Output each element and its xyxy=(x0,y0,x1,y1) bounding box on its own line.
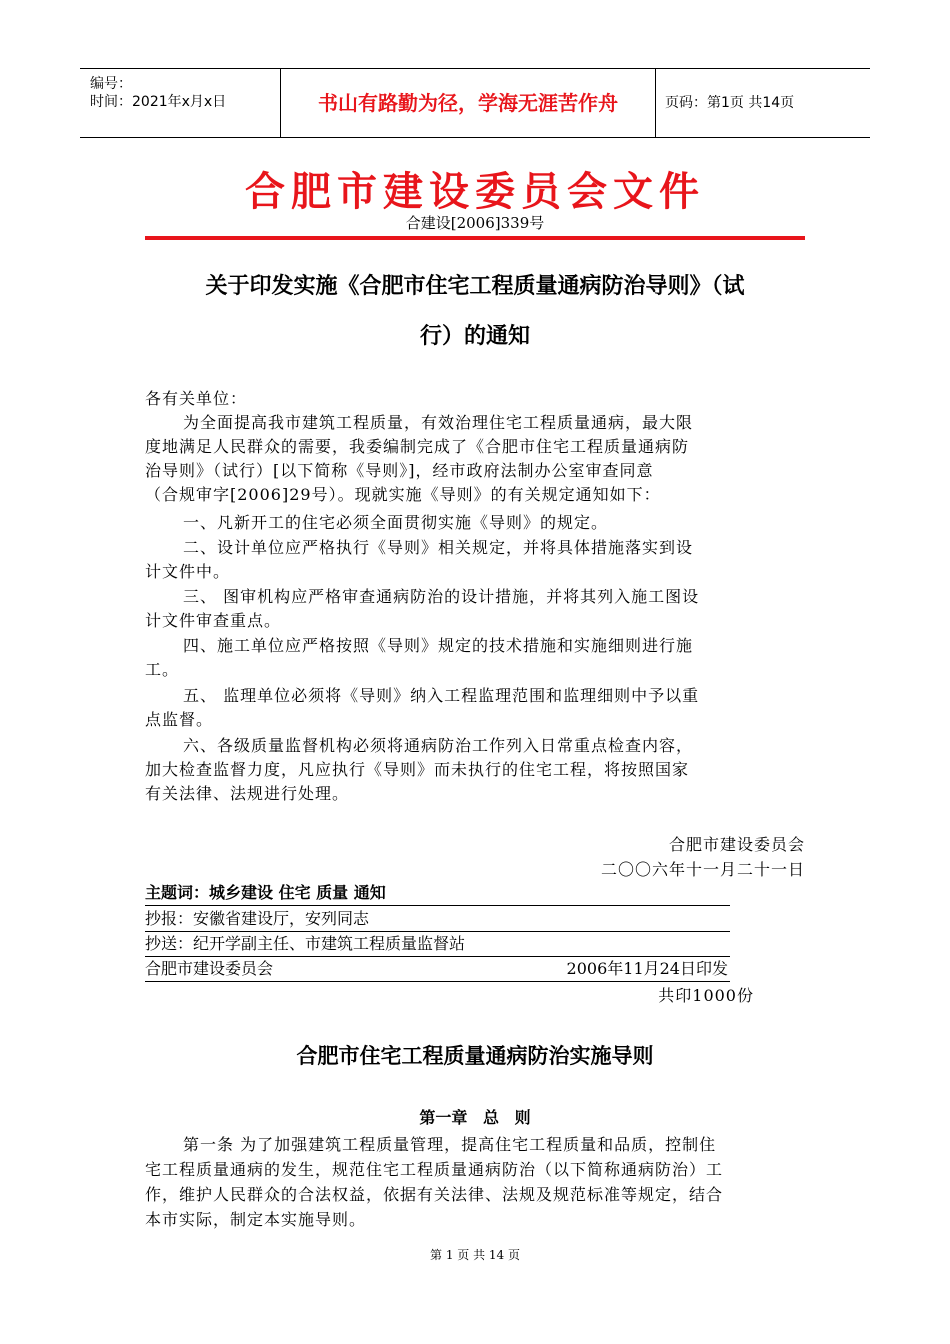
item-6-cont: 加大检查监督力度，凡应执行《导则》而未执行的住宅工程，将按照国家 xyxy=(145,760,690,779)
guide-title: 合肥市住宅工程质量通病防治实施导则 xyxy=(296,1044,654,1068)
page-footer: 第 1 页 共 14 页 xyxy=(430,1248,520,1262)
time-label: 时间：2021年x月x日 xyxy=(90,94,227,110)
chapter-heading: 第一章 总 则 xyxy=(419,1108,531,1127)
report-to: 抄报：安徽省建设厅，安列同志 xyxy=(145,907,730,932)
header-page-info: 页码：第1页 共14页 xyxy=(665,95,795,111)
intro-line: （合规审字[2006]29号）。现就实施《导则》的有关规定通知如下： xyxy=(145,485,661,504)
issuer-row xyxy=(145,957,730,982)
salutation: 各有关单位： xyxy=(145,389,248,408)
item-4-cont: 工。 xyxy=(145,660,180,679)
item-5: 五、 监理单位必须将《导则》纳入工程监理范围和监理细则中予以重 xyxy=(183,686,700,705)
notice-title-line2: 行）的通知 xyxy=(419,324,530,349)
intro-line: 为全面提高我市建筑工程质量，有效治理住宅工程质量通病，最大限 xyxy=(183,413,694,432)
item-1: 一、凡新开工的住宅必须全面贯彻实施《导则》的规定。 xyxy=(183,513,609,532)
item-2-cont: 计文件中。 xyxy=(145,562,231,581)
number-label: 编号： xyxy=(90,76,132,92)
item-5-cont: 点监督。 xyxy=(145,710,214,729)
notice-title xyxy=(145,262,805,362)
intro-line: 治导则》（试行）[以下简称《导则》]，经市政府法制办公室审查同意 xyxy=(145,461,654,480)
article-1-line: 宅工程质量通病的发生，规范住宅工程质量通病防治（以下简称通病防治）工 xyxy=(145,1160,724,1179)
copy-to: 抄送：纪开学副主任、市建筑工程质量监督站 xyxy=(145,932,730,957)
article-1-line: 本市实际，制定本实施导则。 xyxy=(145,1210,367,1229)
item-6: 六、各级质量监督机构必须将通病防治工作列入日常重点检查内容， xyxy=(183,736,694,755)
doc-number: 合建设[2006]339号 xyxy=(405,214,545,232)
org-title: 合肥市建设委员会文件 xyxy=(245,169,705,215)
header-motto: 书山有路勤为径，学海无涯苦作舟 xyxy=(281,69,656,137)
item-3-cont: 计文件审查重点。 xyxy=(145,611,282,630)
subject-keywords: 主题词：城乡建设 住宅 质量 通知 xyxy=(145,881,730,906)
article-1-line: 第一条 为了加强建筑工程质量管理，提高住宅工程质量和品质，控制住 xyxy=(183,1135,717,1154)
signer: 合肥市建设委员会 xyxy=(668,835,805,854)
item-3: 三、 图审机构应严格审查通病防治的设计措施，并将其列入施工图设 xyxy=(183,587,700,606)
copies: 共印1000份 xyxy=(658,986,754,1005)
notice-title-line1: 关于印发实施《合肥市住宅工程质量通病防治导则》（试 xyxy=(205,274,745,299)
article-1-line: 作，维护人民群众的合法权益，依据有关法律、法规及规范标准等规定，结合 xyxy=(145,1185,724,1204)
red-divider xyxy=(145,236,805,240)
print-date: 2006年11月24日印发 xyxy=(566,959,728,978)
header-meta xyxy=(80,69,281,137)
sign-date: 二〇〇六年十一月二十一日 xyxy=(600,860,805,879)
intro-line: 度地满足人民群众的需要，我委编制完成了《合肥市住宅工程质量通病防 xyxy=(145,437,690,456)
item-4: 四、施工单位应严格按照《导则》规定的技术措施和实施细则进行施 xyxy=(183,636,694,655)
issuer: 合肥市建设委员会 xyxy=(145,959,274,978)
item-2: 二、设计单位应严格执行《导则》相关规定，并将具体措施落实到设 xyxy=(183,538,694,557)
page-header xyxy=(80,68,870,138)
item-6-cont: 有关法律、法规进行处理。 xyxy=(145,784,350,803)
